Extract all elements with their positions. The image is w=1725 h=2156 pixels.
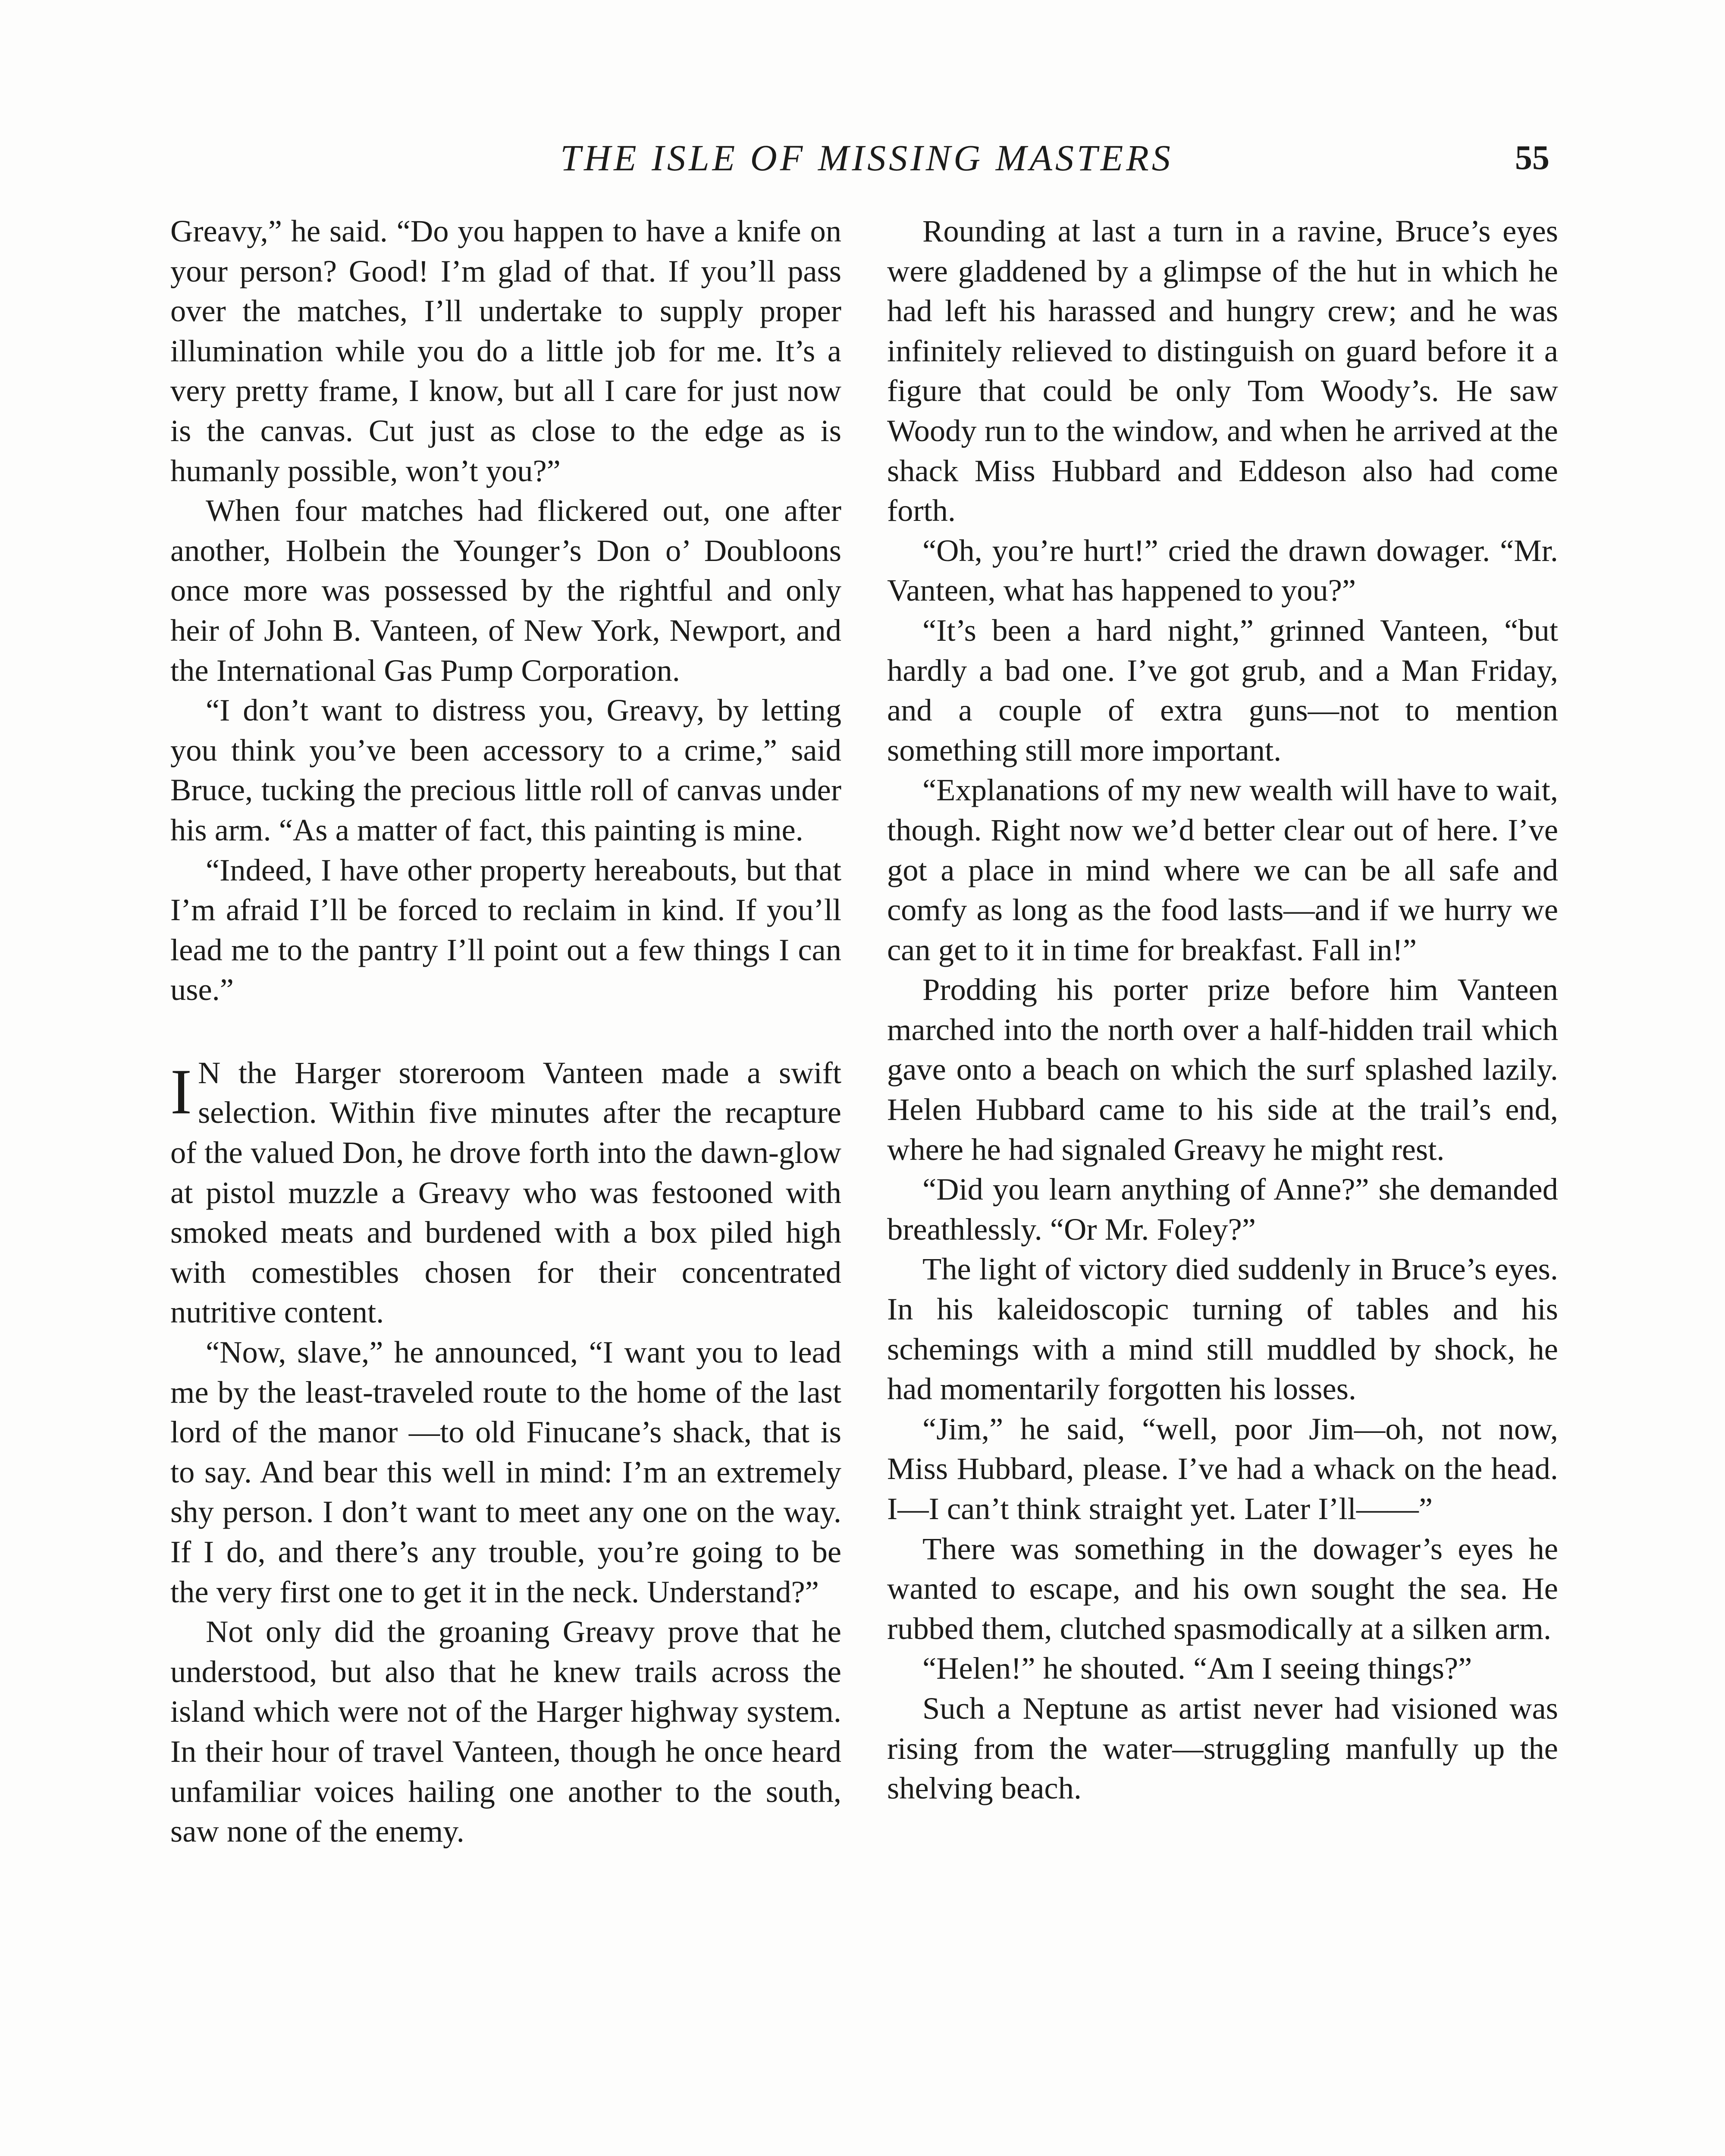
paragraph: The light of victory died suddenly in Bruce’s eyes. In his kaleidoscopic turning of tables and his schemings with a mind still muddled by shock, he had momentarily forgotten his losses. [887, 1251, 1558, 1407]
paragraph: “I don’t want to distress you, Greavy, by letting you think you’ve been accessory to a crime,” said Bruce, tucking the precious little roll of canvas under his arm. “As a matter of fact, this painting is mine. [170, 693, 841, 847]
right-column [887, 211, 1558, 1808]
running-title: THE ISLE OF MISSING MASTERS [560, 137, 1173, 179]
page-header [0, 132, 1725, 184]
paragraph: Not only did the groaning Greavy prove that he understood, but also that he knew trails across the island which were not of the Harger highway system. In their hour of travel Vanteen, though he once heard unfamiliar voices hailing one another to the south, saw none of the enemy. [170, 1614, 841, 1849]
paragraph: “Helen!” he shouted. “Am I seeing things?” [922, 1651, 1472, 1686]
paragraph: “Indeed, I have other property hereabouts, but that I’m afraid I’ll be forced to reclaim in kind. If you’ll lead me to the pantry I’ll point out a few things I can use.” [170, 852, 841, 1007]
paragraph: When four matches had flickered out, one after another, Holbein the Younger’s Don o’ Doubloons once more was possessed by the rightful and only heir of John B. Vanteen, of New York, Newport, and the International Gas Pump Corporation. [170, 493, 841, 688]
paragraph: Greavy,” he said. “Do you happen to have a knife on your person? Good! I’m glad of that. If you’ll pass over the matches, I’ll undertake to supply proper illumination while you do a little job for me. It’s a very pretty frame, I know, but all I care for just now is the canvas. Cut just as close to the edge as is humanly possible, won’t you?” [170, 213, 841, 488]
paragraph: “Now, slave,” he announced, “I want you to lead me by the least-traveled route to the home of the last lord of the manor —to old Finucane’s shack, that is to say. And bear this well in mind: I’m an extremely shy person. I don’t want to meet any one on the way. If I do, and there’s any trouble, you’re going to be the very first one to get it in the neck. Understand?” [170, 1335, 841, 1609]
paragraph: “Explanations of my new wealth will have to wait, though. Right now we’d better clear out of here. I’ve got a place in mind where we can be all safe and comfy as long as the food lasts—and if we hurry we can get to it in time for breakfast. Fall in!” [887, 772, 1558, 967]
paragraph: Such a Neptune as artist never had visioned was rising from the water—struggling manfully up the shelving beach. [887, 1690, 1558, 1806]
paragraph: Prodding his porter prize before him Vanteen marched into the north over a half-hidden trail which gave onto a beach on which the surf splashed lazily. Helen Hubbard came to his side at the trail’s end, where he had signaled Greavy he might rest. [887, 972, 1558, 1167]
paragraph: Rounding at last a turn in a ravine, Bruce’s eyes were gladdened by a glimpse of the hut in which he had left his harassed and hungry crew; and he was infinitely relieved to distinguish on guard before it a figure that could be only Tom Woody’s. He saw Woody run to the window, and when he arrived at the shack Miss Hubbard and Eddeson also had come forth. [887, 213, 1558, 528]
section-opening-paragraph [170, 1053, 841, 1332]
drop-cap: I [170, 1056, 192, 1128]
paragraph: “Jim,” he said, “well, poor Jim—oh, not now, Miss Hubbard, please. I’ve had a whack on the head. I—I can’t think straight yet. Later I’ll——” [887, 1411, 1558, 1526]
paragraph: There was something in the dowager’s eyes he wanted to escape, and his own sought the sea. He rubbed them, clutched spasmodically at a silken arm. [887, 1531, 1558, 1646]
paragraph: “It’s been a hard night,” grinned Vanteen, “but hardly a bad one. I’ve got grub, and a Man Friday, and a couple of extra guns—not to mention something still more important. [887, 612, 1558, 768]
paragraph: “Oh, you’re hurt!” cried the drawn dowager. “Mr. Vanteen, what has happened to you?” [887, 533, 1558, 608]
paragraph: “Did you learn anything of Anne?” she demanded breathlessly. “Or Mr. Foley?” [887, 1172, 1558, 1247]
left-column [170, 211, 841, 1852]
paragraph-text: N the Harger storeroom Vanteen made a swift selection. Within five minutes after the recapture of the valued Don, he drove forth into the dawn-glow at pistol muzzle a Greavy who was festooned with smoked meats and burdened with a box piled high with comestibles chosen for their concentrated nutritive content. [170, 1055, 841, 1330]
page-number: 55 [1515, 139, 1549, 177]
